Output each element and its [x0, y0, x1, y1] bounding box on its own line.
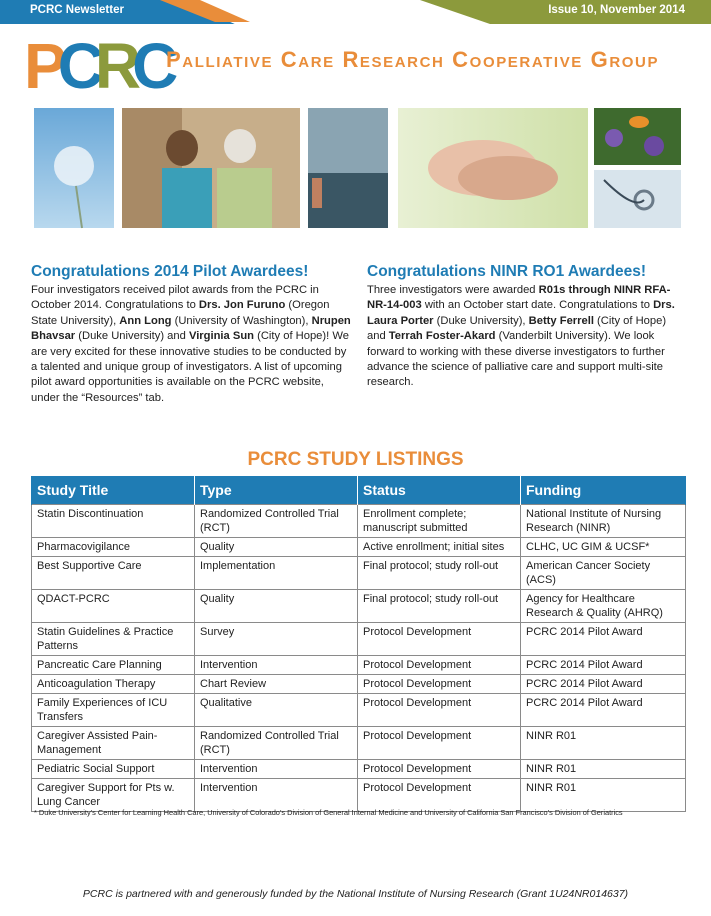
newsletter-label: PCRC Newsletter: [30, 4, 124, 16]
table-row: [32, 622, 686, 655]
butterfly-photo: [594, 108, 681, 165]
type-cell: Randomized Controlled Trial (RCT): [195, 726, 358, 759]
study-title-cell: Statin Guidelines & Practice Patterns: [32, 622, 195, 655]
seaside-photo: [308, 108, 388, 228]
study-title-cell: Family Experiences of ICU Transfers: [32, 693, 195, 726]
pilot-awardees-article: [31, 263, 351, 406]
type-cell: Qualitative: [195, 693, 358, 726]
study-title-cell: Caregiver Assisted Pain-Management: [32, 726, 195, 759]
status-cell: Protocol Development: [358, 778, 521, 811]
svg-text:PCRC: PCRC: [24, 30, 170, 102]
status-cell: Protocol Development: [358, 759, 521, 778]
funding-cell: NINR R01: [521, 778, 686, 811]
column-header: Study Title: [32, 476, 195, 504]
dandelion-photo: [34, 108, 114, 228]
study-title-cell: Anticoagulation Therapy: [32, 674, 195, 693]
type-cell: Survey: [195, 622, 358, 655]
status-cell: Protocol Development: [358, 622, 521, 655]
column-header: Type: [195, 476, 358, 504]
funding-cell: American Cancer Society (ACS): [521, 556, 686, 589]
type-cell: Intervention: [195, 778, 358, 811]
type-cell: Randomized Controlled Trial (RCT): [195, 504, 358, 537]
table-row: [32, 655, 686, 674]
ninr-awardees-title: Congratulations NINR RO1 Awardees!: [367, 263, 647, 280]
table-row: [32, 693, 686, 726]
study-title-cell: Pancreatic Care Planning: [32, 655, 195, 674]
funding-cell: PCRC 2014 Pilot Award: [521, 622, 686, 655]
type-cell: Implementation: [195, 556, 358, 589]
table-footnote: * Duke University’s Center for Learning Health Care, University of Colorado’s Division of General Internal Medicine and University of California San Francisco’s Division of Geriatrics: [34, 808, 623, 817]
table-row: [32, 726, 686, 759]
funding-cell: NINR R01: [521, 759, 686, 778]
top-banner: [0, 0, 711, 24]
funding-cell: PCRC 2014 Pilot Award: [521, 693, 686, 726]
study-listings-table: [31, 476, 686, 812]
table-row: [32, 674, 686, 693]
type-cell: Intervention: [195, 759, 358, 778]
status-cell: Enrollment complete; manuscript submitted: [358, 504, 521, 537]
funding-cell: NINR R01: [521, 726, 686, 759]
table-row: [32, 778, 686, 811]
status-cell: Final protocol; study roll-out: [358, 556, 521, 589]
status-cell: Active enrollment; initial sites: [358, 537, 521, 556]
status-cell: Final protocol; study roll-out: [358, 589, 521, 622]
type-cell: Chart Review: [195, 674, 358, 693]
pcrc-logo: [24, 30, 170, 102]
stethoscope-photo: [594, 170, 681, 228]
pilot-awardees-body: Four investigators received pilot awards from the PCRC in October 2014. Congratulations to Drs. Jon Furuno (Oregon State University), Ann Long (University of Washington), Nrupen Bhavsar (Duke University) and Virginia Sun (City of Hope)! We are very excited for these innovative studies to be conducted by a talented and unique group of investigators. A list of upcoming pilot award opportunities is available on the PCRC website, under the “Resources” tab.: [31, 284, 351, 404]
issue-label: Issue 10, November 2014: [548, 4, 685, 16]
type-cell: Quality: [195, 537, 358, 556]
status-cell: Protocol Development: [358, 655, 521, 674]
study-title-cell: Pediatric Social Support: [32, 759, 195, 778]
ninr-awardees-article: [367, 263, 687, 391]
funding-cell: PCRC 2014 Pilot Award: [521, 655, 686, 674]
table-row: [32, 589, 686, 622]
table-row: [32, 759, 686, 778]
column-header: Status: [358, 476, 521, 504]
funding-cell: National Institute of Nursing Research (NINR): [521, 504, 686, 537]
caregiver-photo: [122, 108, 300, 228]
table-row: [32, 504, 686, 537]
status-cell: Protocol Development: [358, 726, 521, 759]
ninr-awardees-body: Three investigators were awarded R01s through NINR RFA-NR-14-003 with an October start date. Congratulations to Drs. Laura Porter (Duke University), Betty Ferrell (City of Hope) and Terrah Foster-Akard (Vanderbilt University). We look forward to working with these diverse investigators to further advance the science of palliative care and support multi-site research.: [367, 284, 675, 389]
status-cell: Protocol Development: [358, 674, 521, 693]
study-title-cell: Statin Discontinuation: [32, 504, 195, 537]
study-title-cell: Best Supportive Care: [32, 556, 195, 589]
org-name: Palliative Care Research Cooperative Group: [166, 47, 660, 72]
study-title-cell: Pharmacovigilance: [32, 537, 195, 556]
table-header-row: [32, 476, 686, 504]
status-cell: Protocol Development: [358, 693, 521, 726]
funding-cell: Agency for Healthcare Research & Quality (AHRQ): [521, 589, 686, 622]
funding-cell: CLHC, UC GIM & UCSF*: [521, 537, 686, 556]
holding-hands-photo: [398, 108, 588, 228]
funding-footer: PCRC is partnered with and generously funded by the National Institute of Nursing Research (Grant 1U24NR014637): [82, 888, 629, 900]
table-row: [32, 537, 686, 556]
funding-cell: PCRC 2014 Pilot Award: [521, 674, 686, 693]
study-title-cell: Caregiver Support for Pts w. Lung Cancer: [32, 778, 195, 811]
pilot-awardees-title: Congratulations 2014 Pilot Awardees!: [31, 263, 309, 280]
type-cell: Quality: [195, 589, 358, 622]
type-cell: Intervention: [195, 655, 358, 674]
table-row: [32, 556, 686, 589]
study-title-cell: QDACT-PCRC: [32, 589, 195, 622]
column-header: Funding: [521, 476, 686, 504]
study-listings-title: PCRC STUDY LISTINGS: [247, 449, 464, 470]
